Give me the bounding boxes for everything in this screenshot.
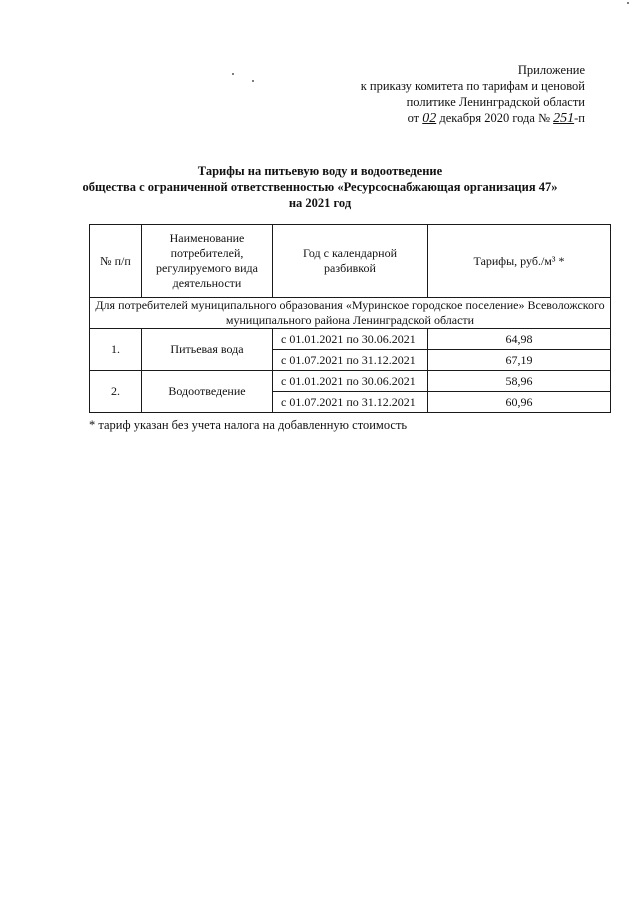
row-period: с 01.07.2021 по 31.12.2021	[273, 350, 428, 371]
table-header-row	[90, 225, 611, 298]
group-label: Для потребителей муниципального образования «Муринское городское поселение» Всеволожского муниципального района Ленинградской области	[90, 298, 611, 329]
row-tariff: 64,98	[428, 329, 611, 350]
date-prefix: от	[407, 111, 420, 125]
appendix-header	[285, 62, 585, 127]
row-tariff: 60,96	[428, 392, 611, 413]
row-tariff: 67,19	[428, 350, 611, 371]
row-period: с 01.01.2021 по 30.06.2021	[273, 329, 428, 350]
number-suffix: -п	[574, 111, 585, 125]
row-name: Питьевая вода	[142, 329, 273, 371]
appendix-committee-line: политике Ленинградской области	[406, 95, 585, 109]
scan-artifact	[252, 80, 254, 82]
tariff-table	[89, 224, 611, 413]
row-tariff: 58,96	[428, 371, 611, 392]
group-row	[90, 298, 611, 329]
date-middle: декабря 2020 года №	[439, 111, 551, 125]
table-row	[90, 329, 611, 350]
title-line-3: на 2021 год	[288, 196, 352, 210]
appendix-order-line: к приказу комитета по тарифам и ценовой	[360, 79, 585, 93]
table-row	[90, 371, 611, 392]
scan-artifact	[627, 2, 629, 4]
title-line-1: Тарифы на питьевую воду и водоотведение	[197, 164, 443, 178]
header-tariff: Тарифы, руб./м³ *	[428, 225, 611, 298]
header-name: Наименование потребителей, регулируемого вида деятельности	[142, 225, 273, 298]
footnote: * тариф указан без учета налога на добавленную стоимость	[89, 418, 408, 432]
scan-artifact	[232, 73, 234, 75]
row-name: Водоотведение	[142, 371, 273, 413]
document-title	[40, 163, 600, 211]
header-num: № п/п	[90, 225, 142, 298]
row-num: 2.	[90, 371, 142, 413]
row-period: с 01.07.2021 по 31.12.2021	[273, 392, 428, 413]
handwritten-day: 02	[422, 111, 437, 126]
appendix-date-line	[285, 110, 585, 127]
header-period: Год с календарной разбивкой	[273, 225, 428, 298]
appendix-label: Приложение	[517, 63, 585, 77]
title-line-2: общества с ограниченной ответственностью «Ресурсоснабжающая организация 47»	[82, 180, 558, 194]
row-period: с 01.01.2021 по 30.06.2021	[273, 371, 428, 392]
row-num: 1.	[90, 329, 142, 371]
handwritten-number: 251	[553, 111, 575, 126]
